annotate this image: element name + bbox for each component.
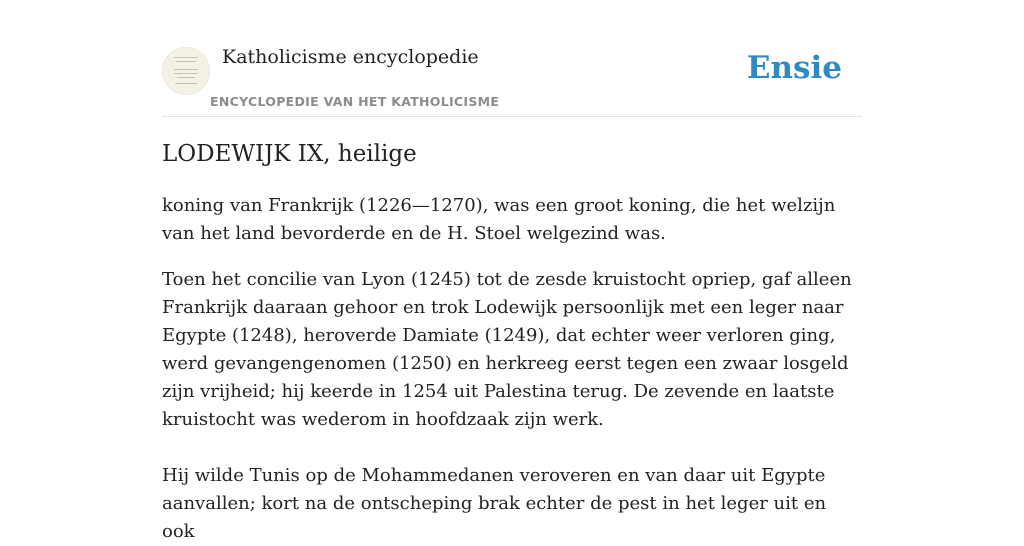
article: [162, 136, 862, 546]
site-header: [162, 40, 862, 117]
article-paragraph: Toen het concilie van Lyon (1245) tot de zesde kruistocht opriep, gaf alleen Frankrijk daaraan gehoor en trok Lodewijk persoonlijk met een leger naar Egypte (1248), heroverde Damiate (1249), dat echter weer verloren ging, werd gevangengenomen (1250) en herkreeg eerst tegen een zwaar losgeld zijn vrijheid; hij keerde in 1254 uit Palestina terug. De zevende en laatste kruistocht was wederom in hoofdzaak zijn werk.: [162, 269, 852, 430]
article-paragraph: koning van Frankrijk (1226—1270), was een groot koning, die het welzijn van het land bevorderde en de H. Stoel welgezind was.: [162, 195, 836, 244]
article-title: LODEWIJK IX, heilige: [162, 141, 417, 167]
encyclopedia-avatar[interactable]: [162, 47, 210, 95]
site-subtitle: ENCYCLOPEDIE VAN HET KATHOLICISME: [210, 94, 500, 109]
article-paragraph: Hij wilde Tunis op de Mohammedanen veroveren en van daar uit Egypte aanvallen; kort na de ontscheping brak echter de pest in het leger uit en ook: [162, 465, 827, 542]
site-title[interactable]: Katholicisme encyclopedie: [222, 46, 479, 68]
brand-logo[interactable]: Ensie: [746, 50, 842, 86]
